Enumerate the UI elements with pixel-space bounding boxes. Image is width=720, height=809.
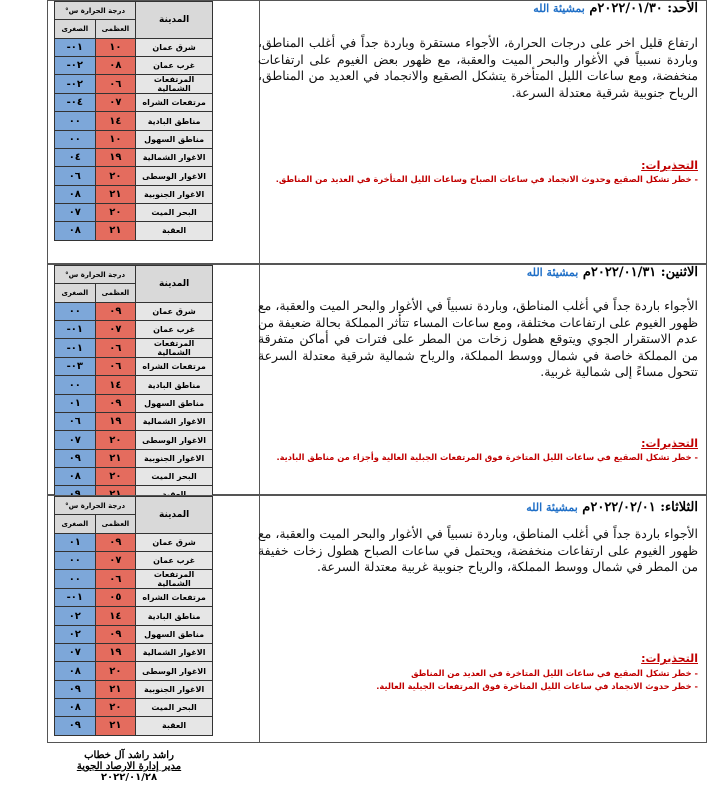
max-header: العظمى <box>95 20 136 38</box>
min-temp-cell: ٠١ <box>55 533 96 551</box>
max-temp-cell: ٢٠ <box>95 167 136 185</box>
temperature-table <box>54 1 213 241</box>
city-cell: شرق عمان <box>136 302 213 320</box>
max-temp-cell: ١٤ <box>95 607 136 625</box>
city-cell: الاغوار الجنوبية <box>136 449 213 467</box>
max-temp-cell: ١٩ <box>95 644 136 662</box>
city-cell: الاغوار الشمالية <box>136 413 213 431</box>
table-row <box>55 339 213 358</box>
min-temp-cell: ٠٠ <box>55 551 96 569</box>
max-temp-cell: ١٩ <box>95 413 136 431</box>
forecast-description: الأجواء باردة جداً في أغلب المناطق، وباردة نسبياً في الأغوار والبحر الميت والعقبة، مع ظهور الغيوم على ارتفاعات منخفضة، ويحتمل في ساعات الصباح هطول زخات خفيفة من المطر في شمال ووسط المملكة، والرياح جنوبية غربية معتدلة السرعة. <box>258 526 698 575</box>
max-temp-cell: ٠٧ <box>95 94 136 112</box>
table-row <box>55 644 213 662</box>
min-temp-cell: ٠٢ <box>55 625 96 643</box>
min-header: الصغرى <box>55 284 96 302</box>
day-title <box>533 1 698 16</box>
max-header: العظمى <box>95 284 136 302</box>
warning-line: - خطر تشكل الصقيع في ساعات الليل المتاخرة في العديد من المناطق <box>411 668 698 678</box>
day-block-3 <box>47 495 707 743</box>
max-temp-cell: ٠٦ <box>95 339 136 358</box>
warnings-title: التحذيرات: <box>641 437 698 450</box>
table-row <box>55 662 213 680</box>
min-temp-cell: ٠٨ <box>55 222 96 240</box>
table-row <box>55 589 213 607</box>
max-temp-cell: ٠٦ <box>95 570 136 589</box>
min-temp-cell: ٠٨ <box>55 698 96 716</box>
min-temp-cell: ٠٧ <box>55 644 96 662</box>
table-row <box>55 75 213 94</box>
max-temp-cell: ٢١ <box>95 449 136 467</box>
warning-line: - خطر تشكل الصقيع وحدوث الانجماد في ساعات الصباح وساعات الليل المتأخرة في العديد من المناطق. <box>275 174 698 184</box>
city-header: المدينة <box>136 497 213 534</box>
max-temp-cell: ٢١ <box>95 680 136 698</box>
min-temp-cell: ٠١- <box>55 320 96 338</box>
max-temp-cell: ٢٠ <box>95 662 136 680</box>
city-cell: العقبة <box>136 222 213 240</box>
max-temp-cell: ٠٩ <box>95 394 136 412</box>
min-temp-cell: ٠٩ <box>55 449 96 467</box>
city-cell: الاغوار الجنوبية <box>136 185 213 203</box>
max-temp-cell: ١٩ <box>95 149 136 167</box>
max-temp-cell: ٠٦ <box>95 358 136 376</box>
table-row <box>55 570 213 589</box>
city-cell: البحر الميت <box>136 467 213 485</box>
city-cell: الاغوار الجنوبية <box>136 680 213 698</box>
city-cell: مرتفعات الشراه <box>136 94 213 112</box>
city-cell: شرق عمان <box>136 38 213 56</box>
max-temp-cell: ٠٩ <box>95 625 136 643</box>
min-temp-cell: ٠٧ <box>55 431 96 449</box>
max-temp-cell: ٢٠ <box>95 467 136 485</box>
day-date: الاثنين: ٢٠٢٢/٠١/٣١م <box>582 265 698 280</box>
min-temp-cell: ٠٠ <box>55 302 96 320</box>
table-row <box>55 56 213 74</box>
table-row <box>55 222 213 240</box>
city-cell: البحر الميت <box>136 698 213 716</box>
city-cell: مرتفعات الشراه <box>136 589 213 607</box>
city-cell: الاغوار الوسطى <box>136 662 213 680</box>
signature-date: ٢٠٢٢/٠١/٢٨ <box>100 772 158 783</box>
city-cell: الاغوار الوسطى <box>136 167 213 185</box>
min-temp-cell: ٠٢ <box>55 607 96 625</box>
table-row <box>55 38 213 56</box>
table-row <box>55 167 213 185</box>
min-temp-cell: ٠٤ <box>55 149 96 167</box>
insha-allah: بمشيئة الله <box>533 2 585 15</box>
min-header: الصغرى <box>55 515 96 533</box>
day-date: الأحد: ٢٠٢٢/٠١/٣٠م <box>589 1 698 16</box>
table-row <box>55 358 213 376</box>
city-cell: الاغوار الشمالية <box>136 644 213 662</box>
max-temp-cell: ٢١ <box>95 222 136 240</box>
temperature-table-wrap <box>54 496 260 742</box>
city-cell: مناطق البادية <box>136 607 213 625</box>
table-row <box>55 607 213 625</box>
min-temp-cell: ٠١ <box>55 394 96 412</box>
max-temp-cell: ٠٧ <box>95 320 136 338</box>
signature-name: راشد راشد آل خطاب <box>84 750 174 761</box>
city-cell: البحر الميت <box>136 203 213 221</box>
city-cell: مناطق البادية <box>136 112 213 130</box>
temperature-header: درجة الحرارة س° <box>55 266 136 284</box>
max-temp-cell: ٢٠ <box>95 203 136 221</box>
city-cell: مناطق السهول <box>136 130 213 148</box>
forecast-description: ارتفاع قليل اخر على درجات الحرارة، الأجواء مستقرة وباردة جداً في أغلب المناطق، وباردة نسبياً في الأغوار والبحر الميت والعقبة، مع ظهور بعض الغيوم على ارتفاعات منخفضة، ومع ساعات الليل المتأخرة يتشكل الصقيع والانجماد في العديد من المناطق، الرياح جنوبية شرقية معتدلة السرعة. <box>258 35 698 100</box>
table-row <box>55 185 213 203</box>
forecast-description: الأجواء باردة جداً في أغلب المناطق، وباردة نسبياً في الأغوار والبحر الميت والعقبة، مع ظهور الغيوم على ارتفاعات مختلفة، ومع ساعات المساء تتأثر المملكة بحالة ضعيفة من عدم الاستقرار الجوي ويتوقع هطول زخات من المطر على فترات في أماكن متفرقة من المملكة خاصة في شمال ووسط المملكة، والرياح شمالية شرقية معتدلة السرعة تتحول مساءً إلى شمالية غربية. <box>258 298 698 380</box>
table-row <box>55 203 213 221</box>
min-temp-cell: ٠١- <box>55 589 96 607</box>
table-row <box>55 698 213 716</box>
table-row <box>55 394 213 412</box>
max-temp-cell: ٠٩ <box>95 533 136 551</box>
signature-block <box>64 750 194 783</box>
max-temp-cell: ٢٠ <box>95 431 136 449</box>
max-temp-cell: ٠٥ <box>95 589 136 607</box>
max-temp-cell: ٠٦ <box>95 75 136 94</box>
max-temp-cell: ٠٧ <box>95 551 136 569</box>
max-temp-cell: ٢١ <box>95 185 136 203</box>
max-temp-cell: ٠٨ <box>95 56 136 74</box>
table-row <box>55 302 213 320</box>
city-cell: مرتفعات الشراه <box>136 358 213 376</box>
city-cell: العقبة <box>136 717 213 735</box>
min-header: الصغرى <box>55 20 96 38</box>
max-temp-cell: ١٠ <box>95 38 136 56</box>
insha-allah: بمشيئة الله <box>526 501 578 514</box>
temperature-table-wrap <box>54 1 260 263</box>
table-row <box>55 431 213 449</box>
min-temp-cell: ٠٨ <box>55 662 96 680</box>
city-cell: المرتفعات الشمالية <box>136 339 213 358</box>
temperature-header: درجة الحرارة س° <box>55 2 136 20</box>
table-row <box>55 551 213 569</box>
warnings-title: التحذيرات: <box>641 652 698 665</box>
max-temp-cell: ١٠ <box>95 130 136 148</box>
min-temp-cell: ٠٣- <box>55 358 96 376</box>
min-temp-cell: ٠٠ <box>55 570 96 589</box>
max-temp-cell: ٢٠ <box>95 698 136 716</box>
forecast-text <box>258 1 698 263</box>
warning-line: - خطر تشكل الصقيع في ساعات الليل المتاخرة فوق المرتفعات الجبلية العالية وأجزاء من مناطق البادية. <box>276 452 698 462</box>
city-cell: مناطق السهول <box>136 625 213 643</box>
max-temp-cell: ٢١ <box>95 717 136 735</box>
max-temp-cell: ١٤ <box>95 376 136 394</box>
table-row <box>55 680 213 698</box>
city-cell: غرب عمان <box>136 56 213 74</box>
warning-line: - خطر حدوث الانجماد في ساعات الليل المتاخرة فوق المرتفعات الجبلية العالية. <box>376 681 698 691</box>
warnings-title: التحذيرات: <box>641 159 698 172</box>
min-temp-cell: ٠٤- <box>55 94 96 112</box>
forecast-text <box>258 265 698 494</box>
max-header: العظمى <box>95 515 136 533</box>
temperature-header: درجة الحرارة س° <box>55 497 136 515</box>
max-temp-cell: ٠٩ <box>95 302 136 320</box>
table-row <box>55 376 213 394</box>
min-temp-cell: ٠٠ <box>55 112 96 130</box>
min-temp-cell: ٠١- <box>55 38 96 56</box>
city-header: المدينة <box>136 2 213 39</box>
min-temp-cell: ٠٢- <box>55 56 96 74</box>
insha-allah: بمشيئة الله <box>526 266 579 279</box>
city-cell: المرتفعات الشمالية <box>136 75 213 94</box>
city-cell: غرب عمان <box>136 551 213 569</box>
table-row <box>55 533 213 551</box>
table-row <box>55 94 213 112</box>
table-row <box>55 467 213 485</box>
city-cell: شرق عمان <box>136 533 213 551</box>
day-block-1 <box>47 0 707 264</box>
day-title <box>527 265 698 280</box>
city-cell: المرتفعات الشمالية <box>136 570 213 589</box>
min-temp-cell: ٠٦ <box>55 413 96 431</box>
city-cell: غرب عمان <box>136 320 213 338</box>
city-cell: الاغوار الوسطى <box>136 431 213 449</box>
table-row <box>55 717 213 735</box>
signature-title: مدير إدارة الارصاد الجوية <box>76 761 182 772</box>
min-temp-cell: ٠١- <box>55 339 96 358</box>
max-temp-cell: ١٤ <box>95 112 136 130</box>
min-temp-cell: ٠٨ <box>55 467 96 485</box>
day-block-2 <box>47 264 707 495</box>
min-temp-cell: ٠٦ <box>55 167 96 185</box>
table-row <box>55 625 213 643</box>
city-header: المدينة <box>136 266 213 303</box>
city-cell: مناطق البادية <box>136 376 213 394</box>
day-date: الثلاثاء: ٢٠٢٢/٠٢/٠١م <box>582 500 698 515</box>
min-temp-cell: ٠٢- <box>55 75 96 94</box>
table-row <box>55 149 213 167</box>
min-temp-cell: ٠٩ <box>55 717 96 735</box>
min-temp-cell: ٠٨ <box>55 185 96 203</box>
table-row <box>55 449 213 467</box>
table-row <box>55 130 213 148</box>
min-temp-cell: ٠٧ <box>55 203 96 221</box>
table-row <box>55 413 213 431</box>
temperature-table <box>54 496 213 736</box>
forecast-text <box>258 496 698 742</box>
min-temp-cell: ٠٠ <box>55 130 96 148</box>
day-title <box>526 500 698 515</box>
temperature-table-wrap <box>54 265 260 494</box>
min-temp-cell: ٠٠ <box>55 376 96 394</box>
table-row <box>55 320 213 338</box>
city-cell: الاغوار الشمالية <box>136 149 213 167</box>
city-cell: مناطق السهول <box>136 394 213 412</box>
min-temp-cell: ٠٩ <box>55 680 96 698</box>
table-row <box>55 112 213 130</box>
temperature-table <box>54 265 213 505</box>
